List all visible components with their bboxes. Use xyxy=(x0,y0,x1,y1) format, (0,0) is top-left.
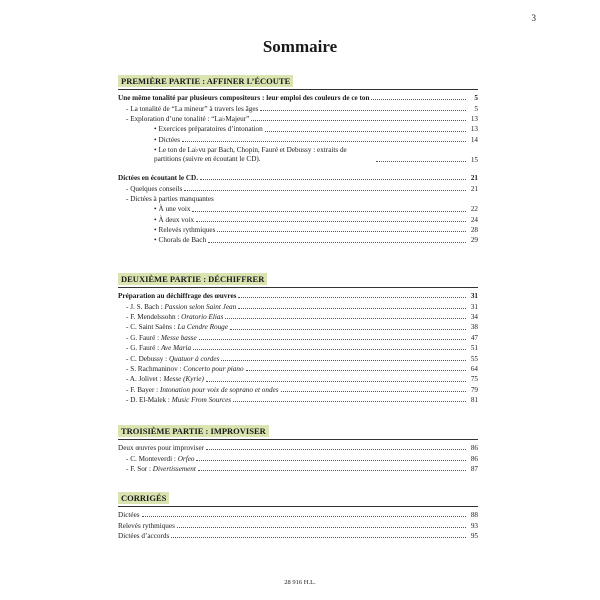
entry-page: 51 xyxy=(470,344,478,353)
dot-leader xyxy=(177,526,466,528)
entry-work: Divertissement xyxy=(152,464,196,473)
toc-entry[interactable] xyxy=(118,172,478,182)
entry-composer: - G. Fauré : xyxy=(126,333,161,342)
entry-page: 88 xyxy=(470,511,478,520)
toc-entry[interactable] xyxy=(118,144,478,164)
entry-text: Relevés rythmiques xyxy=(118,521,175,530)
entry-composer: - C. Debussy : xyxy=(126,354,169,363)
entry-page: 93 xyxy=(470,521,478,530)
entry-page: 87 xyxy=(470,464,478,473)
dot-leader xyxy=(196,459,466,461)
entry-work: Intonation pour voix de soprano et ondes xyxy=(159,385,279,394)
entry-composer: - G. Fauré : xyxy=(126,344,161,353)
entry-page: 31 xyxy=(470,302,478,311)
entry-page: 75 xyxy=(470,375,478,384)
entry-composer: - S. Rachmaninov : xyxy=(126,364,184,373)
entry-composer: - C. Saint Saëns : xyxy=(126,323,178,332)
dot-leader xyxy=(376,160,466,162)
entry-text: • À deux voix xyxy=(154,217,194,224)
toc-entry[interactable] xyxy=(118,234,478,244)
entry-work: La Cendre Rouge xyxy=(177,323,228,332)
dot-leader xyxy=(171,536,466,538)
section-corriges xyxy=(118,488,478,540)
toc-entry[interactable] xyxy=(118,321,478,331)
dot-leader xyxy=(246,369,466,371)
section-rule xyxy=(118,439,478,440)
section-rule xyxy=(118,506,478,507)
entry-page: 64 xyxy=(470,364,478,373)
toc-entry[interactable] xyxy=(118,92,478,102)
entry-page: 86 xyxy=(470,454,478,463)
section-heading: DEUXIÈME PARTIE : DÉCHIFFRER xyxy=(118,273,267,285)
entry-text: Dictées d’accords xyxy=(118,531,170,540)
toc-entry[interactable] xyxy=(118,300,478,310)
page-number: 3 xyxy=(531,13,536,23)
section-part-three xyxy=(118,421,478,473)
dot-leader xyxy=(206,380,466,382)
entry-page: 38 xyxy=(470,323,478,332)
entry-work: Quatuor à cordes xyxy=(168,354,220,363)
entry-text: Une même tonalité par plusieurs compositeurs : leur emploi des couleurs de ce ton xyxy=(118,94,370,103)
entry-text: • Le ton de La♭vu par Bach, Chopin, Fauré et Debussy : extraits de partitions (suivre en écoutant le CD). xyxy=(154,146,374,164)
dot-leader xyxy=(142,515,466,517)
toc-entry[interactable] xyxy=(118,530,478,540)
toc-entry[interactable] xyxy=(118,290,478,300)
entry-work: Orfeo xyxy=(177,454,195,463)
entry-page: 95 xyxy=(470,531,478,540)
entry-work: Messe basse xyxy=(160,333,197,342)
toc-entry[interactable] xyxy=(118,363,478,373)
dot-leader xyxy=(208,241,466,243)
page-title: Sommaire xyxy=(262,37,338,56)
entry-page: 47 xyxy=(470,333,478,342)
dot-leader xyxy=(198,469,466,471)
toc-entry[interactable] xyxy=(118,352,478,362)
entry-composer: - F. Mendelssohn : xyxy=(126,312,182,321)
entry-text: - Exploration d’une tonalité : “La♭Majeur” xyxy=(126,114,250,123)
entry-work: Concerto pour piano xyxy=(183,364,244,373)
dot-leader xyxy=(371,98,466,100)
toc-entry[interactable] xyxy=(118,214,478,224)
dot-leader xyxy=(238,296,466,298)
toc-entry[interactable] xyxy=(118,442,478,452)
toc-entry[interactable] xyxy=(118,203,478,213)
dot-leader xyxy=(192,210,466,212)
entry-page: 81 xyxy=(470,396,478,405)
entry-composer: - A. Jolivet : xyxy=(126,375,164,384)
dot-leader xyxy=(233,400,466,402)
section-heading: TROISIÈME PARTIE : IMPROVISER xyxy=(118,425,269,437)
entry-page: 21 xyxy=(470,174,478,183)
entry-page: 13 xyxy=(470,114,478,123)
entry-text: • Dictées xyxy=(154,137,180,144)
dot-leader xyxy=(251,119,466,121)
entry-text: - Dictées à parties manquantes xyxy=(126,194,214,203)
entry-page: 5 xyxy=(474,94,478,103)
entry-text: • Exercices préparatoires d’intonation xyxy=(154,126,263,133)
entry-page: 55 xyxy=(470,354,478,363)
entry-page: 15 xyxy=(470,155,478,164)
entry-text: - Quelques conseils xyxy=(126,184,183,193)
entry-text: • À une voix xyxy=(154,206,190,213)
entry-text: Préparation au déchiffrage des œuvres xyxy=(118,292,237,301)
entry-page: 14 xyxy=(470,135,478,144)
section-part-two xyxy=(118,269,478,404)
entry-page: 22 xyxy=(470,205,478,214)
entry-text: Dictées en écoutant le CD. xyxy=(118,174,199,183)
entry-page: 21 xyxy=(470,184,478,193)
section-heading: PREMIÈRE PARTIE : AFFINER L’ÉCOUTE xyxy=(118,75,293,87)
toc-entry[interactable] xyxy=(118,332,478,342)
dot-leader xyxy=(199,338,466,340)
dot-leader xyxy=(260,109,466,111)
section-heading: CORRIGÉS xyxy=(118,492,169,504)
dot-leader xyxy=(200,178,466,180)
entry-work: Music From Sources xyxy=(171,396,232,405)
entry-work: Oratorio Elias xyxy=(181,312,224,321)
dot-leader xyxy=(265,130,466,132)
entry-page: 31 xyxy=(470,292,478,301)
entry-text: Deux œuvres pour improviser xyxy=(118,444,205,453)
entry-text: - La tonalité de “La mineur” à travers les âges xyxy=(126,104,259,113)
dot-leader xyxy=(281,390,466,392)
section-rule xyxy=(118,89,478,90)
entry-work: Passion selon Saint Jean xyxy=(164,302,237,311)
entry-work: Ave Maria xyxy=(160,344,192,353)
entry-page: 86 xyxy=(470,444,478,453)
footer-code: 28 916 H.L. xyxy=(284,579,316,586)
entry-composer: - F. Bayer : xyxy=(126,385,160,394)
entry-page: 79 xyxy=(470,385,478,394)
toc-entry[interactable] xyxy=(118,193,478,203)
toc-entry[interactable] xyxy=(118,113,478,123)
dot-leader xyxy=(196,220,466,222)
toc-entry[interactable] xyxy=(118,463,478,473)
toc-entry[interactable] xyxy=(118,123,478,133)
dot-leader xyxy=(206,448,466,450)
section-part-one xyxy=(118,71,478,245)
toc-entry[interactable] xyxy=(118,452,478,462)
toc-entry[interactable] xyxy=(118,102,478,112)
dot-leader xyxy=(182,140,466,142)
toc-entry[interactable] xyxy=(118,311,478,321)
entry-page: 24 xyxy=(470,215,478,224)
entry-composer: - F. Sor : xyxy=(126,464,153,473)
entry-page: 29 xyxy=(470,236,478,245)
toc-entry[interactable] xyxy=(118,342,478,352)
entry-composer: - D. El-Malek : xyxy=(126,396,172,405)
toc-entry[interactable] xyxy=(118,134,478,144)
toc-entry[interactable] xyxy=(118,224,478,234)
toc-entry[interactable] xyxy=(118,373,478,383)
toc-entry[interactable] xyxy=(118,384,478,394)
entry-page: 5 xyxy=(474,104,478,113)
dot-leader xyxy=(184,189,466,191)
entry-text: Dictées xyxy=(118,511,140,520)
dot-leader xyxy=(230,328,466,330)
entry-text: • Chorals de Bach xyxy=(154,237,206,244)
toc-entry[interactable] xyxy=(118,394,478,404)
toc-entry[interactable] xyxy=(118,182,478,192)
entry-page: 28 xyxy=(470,226,478,235)
entry-text: • Relevés rythmiques xyxy=(154,227,215,234)
entry-page: 34 xyxy=(470,312,478,321)
dot-leader xyxy=(238,307,466,309)
dot-leader xyxy=(221,359,466,361)
toc-entry[interactable] xyxy=(118,509,478,519)
entry-composer: - J. S. Bach : xyxy=(126,302,165,311)
section-rule xyxy=(118,287,478,288)
dot-leader xyxy=(225,317,466,319)
entry-composer: - C. Monteverdi : xyxy=(126,454,178,463)
dot-leader xyxy=(193,348,466,350)
dot-leader xyxy=(217,230,466,232)
entry-work: Messe (Kyrie) xyxy=(163,375,204,384)
entry-page: 13 xyxy=(470,125,478,134)
toc-entry[interactable] xyxy=(118,519,478,529)
